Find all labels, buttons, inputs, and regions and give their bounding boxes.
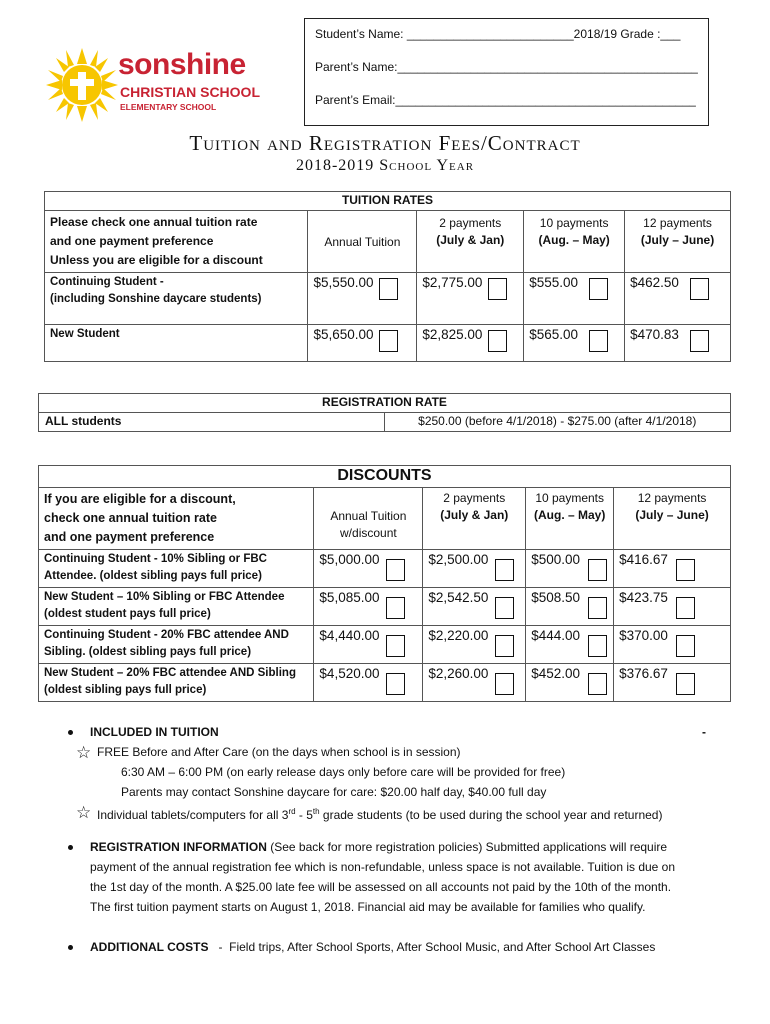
- price-cell[interactable]: [314, 626, 423, 664]
- tablets-text-a: Individual tablets/computers for all 3: [97, 808, 289, 822]
- tablets-text: [97, 802, 662, 825]
- price-cell[interactable]: [625, 325, 731, 362]
- row-label-line: (oldest sibling pays full price): [44, 684, 207, 696]
- school-logo: [44, 46, 274, 124]
- col-annual-tuition: Annual Tuition: [308, 211, 417, 273]
- price-cell[interactable]: [423, 664, 526, 702]
- tablets-text-b: - 5: [295, 808, 313, 822]
- price-value: $2,825.00: [422, 327, 483, 342]
- checkbox[interactable]: [676, 597, 695, 619]
- logo-word-sonshine: sonshine: [118, 48, 246, 81]
- col-sublabel: (Aug. – May): [534, 508, 606, 522]
- table-row: [39, 588, 731, 626]
- tuition-instr-line: Please check one annual tuition rate: [50, 215, 258, 229]
- price-value: $5,085.00: [319, 590, 380, 605]
- free-care-text: FREE Before and After Care (on the days when school is in session): [97, 745, 461, 759]
- row-label: [39, 588, 314, 626]
- tuition-instructions: [45, 211, 308, 273]
- checkbox[interactable]: [676, 635, 695, 657]
- price-cell[interactable]: [524, 273, 625, 325]
- price-value: $444.00: [531, 628, 581, 643]
- price-value: $416.67: [619, 552, 668, 567]
- price-value: $4,440.00: [319, 628, 380, 643]
- price-value: $470.83: [630, 327, 679, 342]
- col-sublabel: (Aug. – May): [538, 233, 610, 247]
- price-value: $500.00: [531, 552, 581, 567]
- bullet-icon: [68, 730, 73, 735]
- tuition-table: [44, 191, 731, 362]
- sun-cross-icon: [44, 46, 120, 124]
- price-cell[interactable]: [417, 273, 524, 325]
- col-annual-discount: [314, 488, 423, 550]
- col-sublabel: w/discount: [340, 526, 397, 540]
- registration-info-line: the 1st day of the month. A $25.00 late fee will be assessed on all accounts not paid by the 10th of the month.: [90, 880, 672, 894]
- star-icon: ☆: [76, 743, 92, 762]
- page-subtitle: 2018-2019 School Year: [295, 157, 475, 174]
- price-value: $5,000.00: [319, 552, 380, 567]
- price-cell[interactable]: [314, 588, 423, 626]
- parent-email-field[interactable]: Parent’s Email:_____________________________________________: [315, 93, 696, 107]
- logo-word-elementary: ELEMENTARY SCHOOL: [120, 102, 217, 112]
- price-value: $5,550.00: [313, 275, 374, 290]
- price-cell[interactable]: [614, 550, 731, 588]
- page-title: Tuition and Registration Fees/Contract: [189, 131, 581, 155]
- checkbox[interactable]: [495, 635, 514, 657]
- price-cell[interactable]: [526, 664, 614, 702]
- registration-table: [38, 393, 731, 432]
- col-sublabel: (July & Jan): [440, 508, 509, 522]
- col-label: Annual Tuition: [330, 509, 407, 523]
- checkbox[interactable]: [386, 597, 405, 619]
- included-title: INCLUDED IN TUITION: [90, 725, 219, 739]
- price-cell[interactable]: [314, 550, 423, 588]
- price-cell[interactable]: [423, 550, 526, 588]
- col-2-payments: [423, 488, 526, 550]
- price-cell[interactable]: [314, 664, 423, 702]
- col-12-payments: [614, 488, 731, 550]
- checkbox[interactable]: [386, 559, 405, 581]
- registration-info-line: [90, 837, 667, 857]
- student-info-box: [304, 18, 709, 126]
- price-cell[interactable]: [625, 273, 731, 325]
- col-12-payments: [625, 211, 731, 273]
- row-label-line: Continuing Student - 10% Sibling or FBC: [44, 553, 267, 565]
- checkbox[interactable]: [588, 597, 607, 619]
- registration-heading: REGISTRATION RATE: [39, 394, 731, 413]
- col-sublabel: (July – June): [635, 508, 709, 522]
- table-row: [39, 664, 731, 702]
- registration-info-title: REGISTRATION INFORMATION: [90, 840, 267, 854]
- price-value: $2,500.00: [428, 552, 489, 567]
- col-label: 2 payments: [443, 491, 506, 505]
- price-cell[interactable]: [526, 626, 614, 664]
- included-dash: -: [702, 725, 706, 739]
- table-row: [45, 273, 731, 325]
- daycare-text: Parents may contact Sonshine daycare for care: $20.00 half day, $40.00 full day: [121, 785, 547, 799]
- student-name-field[interactable]: Student’s Name: _________________________2018/19 Grade :___: [315, 27, 681, 41]
- discount-instr-line: and one payment preference: [44, 530, 215, 544]
- checkbox[interactable]: [379, 278, 398, 300]
- tuition-instr-line: Unless you are eligible for a discount: [50, 253, 263, 267]
- col-10-payments: [526, 488, 614, 550]
- row-label-line: (including Sonshine daycare students): [50, 293, 262, 305]
- price-cell[interactable]: [526, 588, 614, 626]
- price-cell[interactable]: [417, 325, 524, 362]
- bullet-icon: [68, 845, 73, 850]
- checkbox[interactable]: [488, 278, 507, 300]
- additional-costs-text: - Field trips, After School Sports, After School Music, and After School Art Classes: [208, 940, 656, 954]
- row-label-line: Attendee. (oldest sibling pays full price): [44, 570, 262, 582]
- additional-costs-title: ADDITIONAL COSTS: [90, 940, 209, 954]
- col-10-payments: [524, 211, 625, 273]
- row-label-line: Continuing Student -: [50, 276, 164, 288]
- checkbox[interactable]: [589, 278, 608, 300]
- discounts-table: [38, 465, 731, 702]
- parent-name-field[interactable]: Parent’s Name:_____________________________________________: [315, 60, 698, 74]
- col-label: 10 payments: [535, 491, 605, 505]
- checkbox[interactable]: [588, 635, 607, 657]
- price-value: $370.00: [619, 628, 668, 643]
- checkbox[interactable]: [690, 278, 709, 300]
- price-value: $2,542.50: [428, 590, 489, 605]
- checkbox[interactable]: [588, 673, 607, 695]
- price-value: $2,220.00: [428, 628, 489, 643]
- tablets-sup: th: [312, 807, 320, 816]
- discount-instructions: [39, 488, 314, 550]
- table-row: [39, 626, 731, 664]
- col-label: 10 payments: [539, 216, 609, 230]
- price-cell[interactable]: [308, 325, 417, 362]
- bullet-icon: [68, 945, 73, 950]
- price-value: $2,260.00: [428, 666, 489, 681]
- tablets-sup: rd: [288, 807, 296, 816]
- row-label: [39, 550, 314, 588]
- col-sublabel: (July & Jan): [436, 233, 505, 247]
- checkbox[interactable]: [690, 330, 709, 352]
- price-cell[interactable]: [614, 626, 731, 664]
- star-icon: ☆: [76, 803, 92, 822]
- col-label: 12 payments: [643, 216, 712, 230]
- checkbox[interactable]: [495, 559, 514, 581]
- checkbox[interactable]: [495, 597, 514, 619]
- col-label: 12 payments: [637, 491, 707, 505]
- row-label-line: (oldest student pays full price): [44, 608, 211, 620]
- price-value: $462.50: [630, 275, 679, 290]
- row-label-line: New Student – 20% FBC attendee AND Sibling: [44, 667, 296, 679]
- col-label: 2 payments: [439, 216, 502, 230]
- price-value: $376.67: [619, 666, 668, 681]
- registration-info-line: The first tuition payment starts on August 1, 2018. Financial aid may be available for families who qualify.: [90, 900, 646, 914]
- row-label-line: New Student: [50, 328, 120, 340]
- row-label-line: New Student – 10% Sibling or FBC Attendee: [44, 591, 285, 603]
- row-label: [45, 325, 308, 362]
- registration-info-line: payment of the annual registration fee which is non-refundable, unless space is not available. Tuition is due on: [90, 860, 676, 874]
- price-cell[interactable]: [308, 273, 417, 325]
- table-row: [39, 550, 731, 588]
- registration-value: $250.00 (before 4/1/2018) - $275.00 (after 4/1/2018): [384, 413, 731, 432]
- price-cell[interactable]: [526, 550, 614, 588]
- checkbox[interactable]: [676, 673, 695, 695]
- registration-info-text: (See back for more registration policies) Submitted applications will require: [266, 840, 668, 854]
- registration-label: ALL students: [39, 413, 385, 432]
- row-label: [45, 273, 308, 325]
- price-value: $423.75: [619, 590, 668, 605]
- row-label: [39, 664, 314, 702]
- tuition-instr-line: and one payment preference: [50, 234, 214, 248]
- price-cell[interactable]: [614, 588, 731, 626]
- col-2-payments: [417, 211, 524, 273]
- checkbox[interactable]: [488, 330, 507, 352]
- checkbox[interactable]: [676, 559, 695, 581]
- price-value: $508.50: [531, 590, 581, 605]
- tablets-text-c: grade students (to be used during the school year and returned): [319, 808, 663, 822]
- row-label-line: Sibling. (oldest sibling pays full price): [44, 646, 252, 658]
- price-value: $5,650.00: [313, 327, 374, 342]
- price-cell[interactable]: [423, 626, 526, 664]
- row-label: [39, 626, 314, 664]
- checkbox[interactable]: [588, 559, 607, 581]
- tuition-heading: TUITION RATES: [45, 192, 731, 211]
- price-cell[interactable]: [614, 664, 731, 702]
- checkbox[interactable]: [379, 330, 398, 352]
- discount-instr-line: check one annual tuition rate: [44, 511, 217, 525]
- checkbox[interactable]: [386, 635, 405, 657]
- discounts-heading: DISCOUNTS: [39, 466, 731, 488]
- row-label-line: Continuing Student - 20% FBC attendee AND: [44, 629, 289, 641]
- checkbox[interactable]: [589, 330, 608, 352]
- price-value: $4,520.00: [319, 666, 380, 681]
- checkbox[interactable]: [495, 673, 514, 695]
- price-value: $565.00: [529, 327, 579, 342]
- hours-text: 6:30 AM – 6:00 PM (on early release days only before care will be provided for free): [121, 765, 566, 779]
- checkbox[interactable]: [386, 673, 405, 695]
- logo-word-christian-school: CHRISTIAN SCHOOL: [120, 84, 260, 100]
- price-cell[interactable]: [423, 588, 526, 626]
- price-value: $555.00: [529, 275, 579, 290]
- additional-costs-line: [90, 937, 655, 957]
- price-cell[interactable]: [524, 325, 625, 362]
- col-sublabel: (July – June): [640, 233, 715, 247]
- price-value: $2,775.00: [422, 275, 483, 290]
- price-value: $452.00: [531, 666, 581, 681]
- table-row: [45, 325, 731, 362]
- discount-instr-line: If you are eligible for a discount,: [44, 492, 236, 506]
